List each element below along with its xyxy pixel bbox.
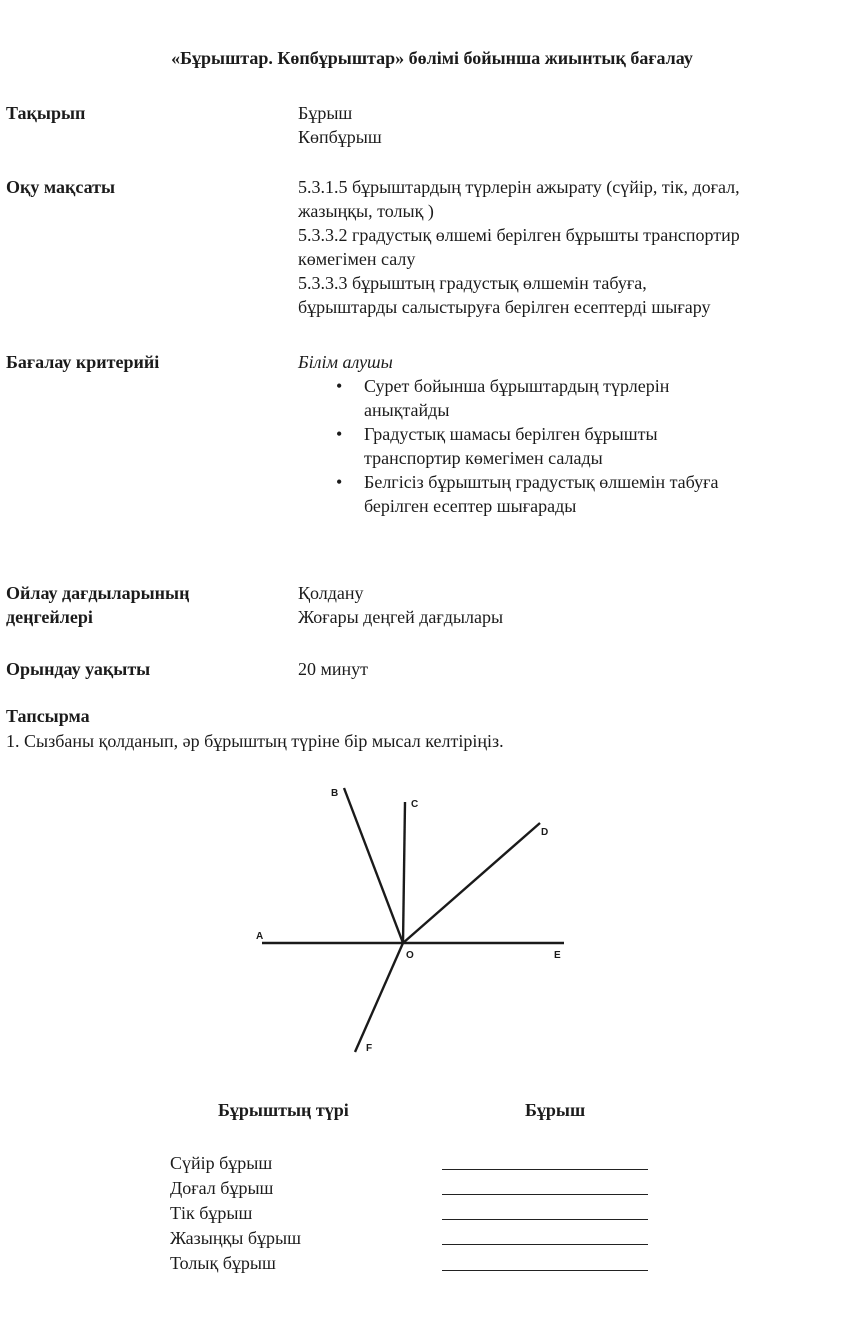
point-label-d: D: [541, 827, 549, 838]
criteria-item-line: берілген есептер шығарады: [364, 496, 577, 516]
angle-diagram: [0, 760, 864, 1060]
point-label-a: A: [256, 931, 264, 942]
objective-line: 5.3.1.5 бұрыштардың түрлерін ажырату (сүйір, тік, доғал,: [298, 177, 740, 197]
answer-blank[interactable]: [442, 1219, 648, 1220]
task-text: 1. Сызбаны қолданып, әр бұрыштың түріне бір мысал келтіріңіз.: [6, 731, 504, 751]
criteria-item: [298, 470, 858, 518]
point-label-f: F: [366, 1043, 373, 1054]
thinking-value: Жоғары деңгей дағдылары: [298, 607, 504, 627]
task-heading: Тапсырма: [6, 706, 90, 726]
answer-blank[interactable]: [442, 1244, 648, 1245]
diagram-rays: [262, 788, 564, 1052]
point-label-b: B: [331, 788, 339, 799]
point-label-e: E: [554, 950, 561, 961]
thinking-label-line: Ойлау дағдыларының: [6, 583, 190, 603]
objective-line: бұрыштарды салыстыруға берілген есептерді шығару: [298, 297, 711, 317]
topic-value: Көпбұрыш: [298, 127, 382, 147]
table-row-label: Сүйір бұрыш: [170, 1153, 273, 1173]
ray-oc-line: [403, 802, 405, 943]
objective-line: көмегімен салу: [298, 249, 416, 269]
answer-blank[interactable]: [442, 1270, 648, 1271]
point-label-o: O: [406, 950, 414, 961]
criteria-label: Бағалау критерийі: [6, 352, 160, 372]
table-row-label: Толық бұрыш: [170, 1253, 276, 1273]
table-row-label: Жазыңқы бұрыш: [170, 1228, 301, 1248]
topic-value: Бұрыш: [298, 103, 353, 123]
criteria-item-line: • Белгісіз бұрыштың градустық өлшемін табуға: [364, 472, 719, 492]
topic-label: Тақырып: [6, 103, 86, 123]
objective-line: 5.3.3.3 бұрыштың градустық өлшемін табуға,: [298, 273, 647, 293]
thinking-value: Қолдану: [298, 583, 364, 603]
objective-line: 5.3.3.2 градустық өлшемі берілген бұрышты транспортир: [298, 225, 740, 245]
time-label: Орындау уақыты: [6, 659, 151, 679]
criteria-intro: Білім алушы: [298, 352, 393, 372]
time-value: 20 минут: [298, 659, 369, 679]
ray-ob-line: [344, 788, 403, 943]
criteria-item: [298, 374, 858, 422]
answer-blank[interactable]: [442, 1169, 648, 1170]
thinking-values: [298, 581, 858, 629]
criteria-list: [298, 374, 858, 518]
objectives-values: [298, 175, 858, 319]
criteria-values: [298, 350, 858, 518]
objectives-label: Оқу мақсаты: [6, 177, 116, 197]
table-header-angle-type: Бұрыштың түрі: [218, 1100, 349, 1120]
criteria-item-line: анықтайды: [364, 400, 450, 420]
thinking-label: [6, 581, 189, 629]
table-row-label: Доғал бұрыш: [170, 1178, 274, 1198]
criteria-item-line: • Градустық шамасы берілген бұрышты: [364, 424, 658, 444]
ray-od-line: [403, 823, 540, 943]
thinking-label-line: деңгейлері: [6, 607, 93, 627]
point-label-c: C: [411, 799, 419, 810]
topic-values: [298, 101, 858, 149]
criteria-item-line: транспортир көмегімен салады: [364, 448, 603, 468]
criteria-item-line: • Сурет бойынша бұрыштардың түрлерін: [364, 376, 670, 396]
objective-line: жазыңқы, толық ): [298, 201, 434, 221]
criteria-item: [298, 422, 858, 470]
answer-blank[interactable]: [442, 1194, 648, 1195]
ray-of-line: [355, 943, 403, 1052]
table-row-label: Тік бұрыш: [170, 1203, 253, 1223]
table-header-angle: Бұрыш: [525, 1100, 586, 1120]
document-title: «Бұрыштар. Көпбұрыштар» бөлімі бойынша жиынтық бағалау: [171, 48, 693, 68]
